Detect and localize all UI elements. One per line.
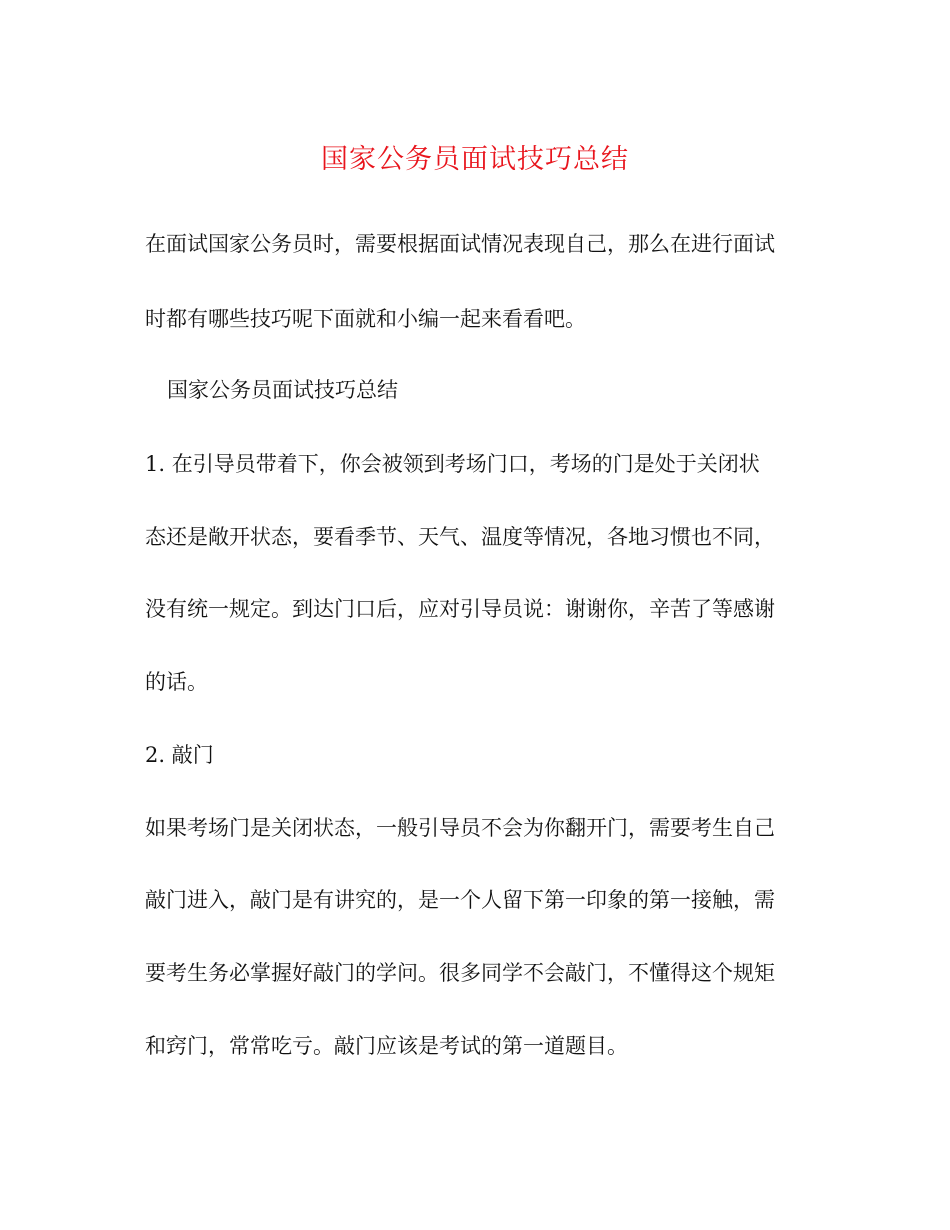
paragraph-line: 的话。 [145, 670, 208, 694]
paragraph-line: 和窍门，常常吃亏。敲门应该是考试的第一道题目。 [145, 1034, 628, 1058]
document-title: 国家公务员面试技巧总结 [321, 144, 629, 175]
paragraph-line: 如果考场门是关闭状态，一般引导员不会为你翻开门，需要考生自己 [145, 816, 775, 840]
paragraph-line: 时都有哪些技巧呢下面就和小编一起来看看吧。 [145, 307, 586, 331]
paragraph-line: 在面试国家公务员时，需要根据面试情况表现自己，那么在进行面试 [145, 232, 775, 256]
paragraph-line: 1. 在引导员带着下，你会被领到考场门口，考场的门是处于关闭状 [145, 452, 760, 476]
paragraph-line: 没有统一规定。到达门口后，应对引导员说：谢谢你，辛苦了等感谢 [145, 597, 775, 621]
paragraph-line: 敲门进入，敲门是有讲究的，是一个人留下第一印象的第一接触，需 [145, 888, 775, 912]
section-heading: 国家公务员面试技巧总结 [167, 378, 398, 402]
paragraph-line: 态还是敞开状态，要看季节、天气、温度等情况，各地习惯也不同， [145, 525, 775, 549]
paragraph-line: 要考生务必掌握好敲门的学问。很多同学不会敲门，不懂得这个规矩 [145, 961, 775, 985]
list-item-heading: 2. 敲门 [145, 743, 214, 767]
